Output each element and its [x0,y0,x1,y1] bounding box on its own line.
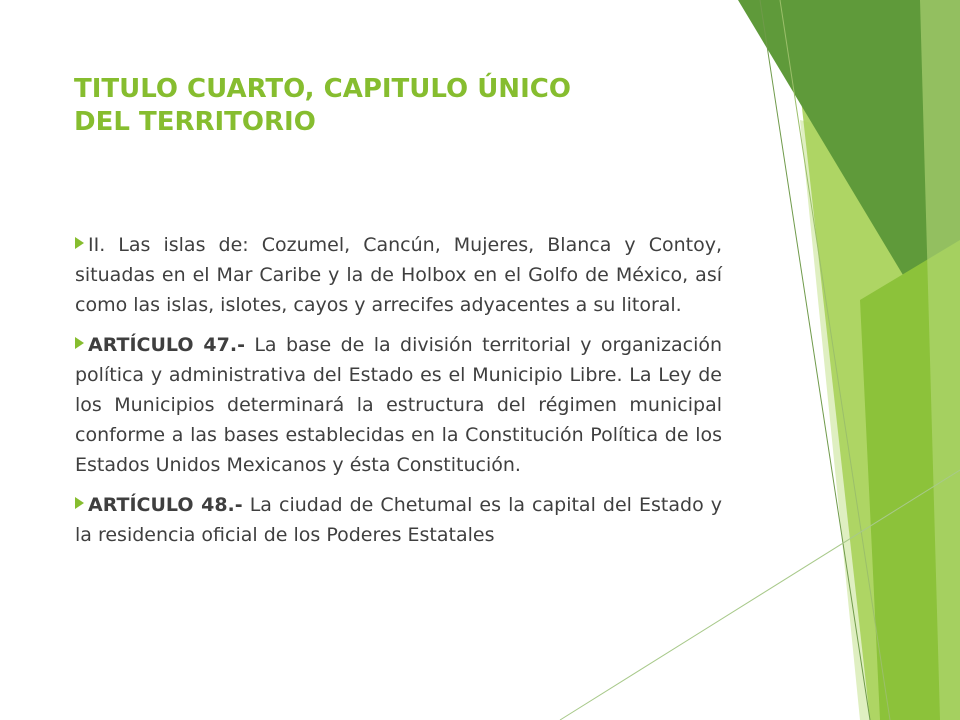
paragraph-article-48 [75,490,722,550]
slide-body [75,230,722,560]
title-line-2: DEL TERRITORIO [74,107,316,137]
paragraph-lead: ARTÍCULO 47.- [88,334,245,356]
paragraph-text: La ciudad de Chetumal es la capital del Estado y la residencia oficial de los Poderes Estatales [75,494,723,546]
paragraph-article-47 [75,330,722,480]
slide-title [74,73,694,139]
paragraph-lead: ARTÍCULO 48.- [88,494,243,516]
bullet-arrow-icon [75,497,84,509]
paragraph-lead: II. [88,234,106,256]
paragraph-islands [75,230,722,320]
title-line-1: TITULO CUARTO, CAPITULO ÚNICO [74,74,571,104]
paragraph-text: La base de la división territorial y organización política y administrativa del Estado es el Municipio Libre. La Ley de los Municipios determinará la estructura del régimen municipal conforme a las bases establecidas en la Constitución Política de los Estados Unidos Mexicanos y ésta Constitución. [75,334,723,476]
paragraph-text: Las islas de: Cozumel, Cancún, Mujeres, Blanca y Contoy, situadas en el Mar Caribe y la de Holbox en el Golfo de México, así como las islas, islotes, cayos y arrecifes adyacentes a su litoral. [75,234,722,316]
bullet-arrow-icon [75,237,84,249]
bullet-arrow-icon [75,337,84,349]
